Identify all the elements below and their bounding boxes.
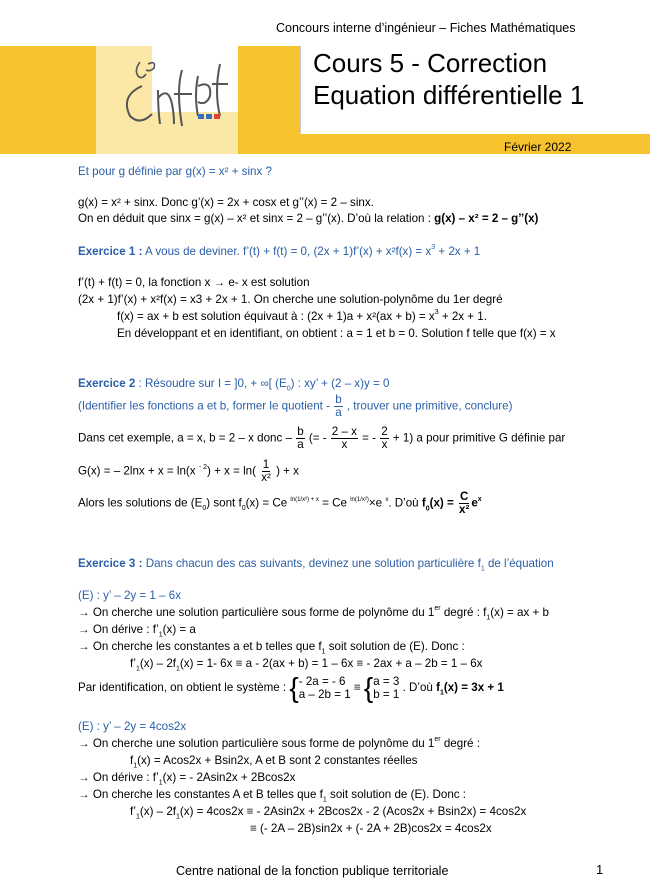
- case-a-line-3: → On cherche les constantes a et b telles que $f_1$ soit solution de (E). Donc :: [78, 640, 465, 656]
- footer-text: Centre national de la fonction publique territoriale: [176, 864, 449, 878]
- header-top-title: Concours interne d’ingénieur – Fiches Mathématiques: [276, 21, 576, 35]
- page-number: 1: [596, 862, 604, 877]
- case-a-line-2: → On dérive : $f’_1(x) = a$: [78, 623, 196, 639]
- intro-line-2: On en déduit que sinx = g(x) – x² et sinx = 2 – g’’(x). D’où la relation : g(x) – x² = 2 – g’’(x): [78, 212, 539, 225]
- exercise-1-prompt: Exercice 1 : A vous de deviner. f’(t) + f(t) = 0, (2x + 1)f’(x) + $x^2f(x) = x^3 + 2x + 1$: [78, 244, 481, 258]
- left-brace-icon: {: [363, 672, 374, 703]
- system-1: - 2a = - 6 a – 2b = 1: [298, 675, 351, 701]
- system-2: a = 3 b = 1: [373, 675, 400, 701]
- case-b-line-1: → On cherche une solution particulière sous forme de polynôme du 1er degré :: [78, 736, 480, 750]
- case-a-line-4: $f’_1(x) - 2f_1(x) = 1-$ 6x ≡ a - 2(ax + b) = 1 – 6x ≡ - 2ax + a – 2b = 1 – 6x: [130, 657, 483, 673]
- exercise-2-line-2: G(x) = – 2lnx + x = ln(x $^{- 2}$) + x = ln( $\frac{1}{\text{x²}}$ ) + x: [78, 458, 299, 484]
- page-title-line-1: Cours 5 - Correction: [313, 48, 548, 78]
- logo-divider: [300, 46, 301, 134]
- intro-line-1: g(x) = x² + sinx. Donc g’(x) = 2x + cosx et g’’(x) = 2 – sinx.: [78, 196, 374, 209]
- case-a-line-1: → On cherche une solution particulière sous forme de polynôme du 1er degré : $f_1(x)$ = ax + b: [78, 605, 549, 622]
- exercise-2-line-1: Dans cet exemple, a = x, b = 2 – x donc – $\frac{b}{a}$ (= - $\frac{2 - x}{x}$ = - $\frac{2}{x}$ + 1) a pour primitive G définie par: [78, 425, 566, 451]
- header-date: Février 2022: [504, 140, 572, 154]
- case-b-line-4: → On cherche les constantes A et B telles que $f_1$ soit solution de (E). Donc :: [78, 788, 466, 804]
- case-b-line-3: → On dérive : $f’_1(x)$ = - 2Asin2x + 2Bcos2x: [78, 771, 296, 787]
- exercise-2-line-3: Alors les solutions de $(E_0)$ sont $f_0(x) = Ce$ $^{ln(1/x^2) + x}$ = Ce $^{ln(1/x^2)}$×e $^x$. D’où $f_0(x)$ = $\frac{C}{\text{x²}}$ $e^x$: [78, 490, 482, 516]
- exercise-2-prompt: Exercice 2 : Résoudre sur I = ]0, + ∞[ $(E_0)$ : xy’ + (2 – x)y = 0: [78, 377, 390, 393]
- intro-question: Et pour g définie par g(x) = x² + sinx ?: [78, 165, 272, 178]
- case-b-title: (E) : y’ – 2y = 4cos2x: [78, 720, 187, 733]
- case-a-title: (E) : y’ – 2y = 1 – 6x: [78, 589, 181, 602]
- exercise-3-prompt: Exercice 3 : Dans chacun des cas suivants, devinez une solution particulière $f_1$ de l’équation: [78, 557, 554, 573]
- case-b-line-5: $f’_1(x) - 2f_1(x) = 4\cos 2x$ ≡ - 2Asin2x + 2Bcos2x - 2 (Acos2x + Bsin2x) = 4cos2x: [130, 805, 527, 821]
- exercise-2-hint: (Identifier les fonctions a et b, former le quotient - $\frac{b}{a}$ , trouver une primitive, conclure): [78, 393, 513, 419]
- case-b-line-6: ≡ (- 2A – 2B)sin2x + (- 2A + 2B)cos2x = 4cos2x: [250, 822, 492, 835]
- cnfpt-logo-icon: [112, 50, 242, 130]
- exercise-1-line-3: f(x) = ax + b est solution équivaut à : $(2x + 1)a + x^2(ax + b) = x^3 + 2x + 1$.: [117, 309, 487, 323]
- left-brace-icon: {: [289, 672, 299, 703]
- page-title-line-2: Equation différentielle 1: [313, 80, 585, 110]
- case-b-line-2: $f_1(x) = Acos2x + Bsin2x$, A et B sont 2 constantes réelles: [130, 754, 418, 770]
- exercise-1-line-4: En développant et en identifiant, on obtient : a = 1 et b = 0. Solution f telle que f(x) = x: [117, 327, 556, 340]
- exercise-1-line-2: (2x + 1)f’(x) + x²f(x) = x3 + 2x + 1. On cherche une solution-polynôme du 1er degré: [78, 293, 503, 306]
- exercise-1-line-1: f’(t) + f(t) = 0, la fonction x → e- x est solution: [78, 276, 310, 289]
- case-a-system-line: Par identification, on obtient le système : { - 2a = - 6 a – 2b = 1 ≡ { a = 3 b = 1 . D’où $f_1(x) = 3x + 1$: [78, 672, 504, 703]
